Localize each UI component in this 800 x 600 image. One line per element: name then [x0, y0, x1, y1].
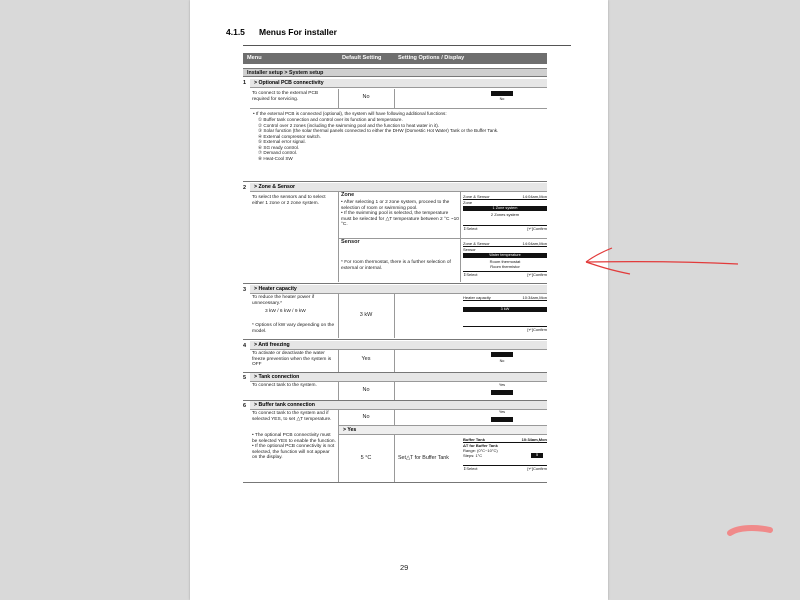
row-title: > Heater capacity — [250, 285, 547, 294]
screen-footer-select: ⇕Select — [463, 272, 478, 277]
row-title: > Zone & Sensor — [250, 183, 547, 192]
divider — [338, 410, 339, 482]
capacity-note: * Options of kW vary depending on the model. — [252, 323, 335, 334]
screen-title: Zone & Sensor — [463, 241, 490, 246]
screen-option: Room thermostat — [489, 259, 521, 264]
row-description: To select the sensors and to select either 1 zone or 2 zone system. — [252, 195, 326, 206]
divider — [338, 192, 339, 282]
row-number: 1 — [243, 80, 247, 86]
section-number: 4.1.5 — [226, 27, 245, 37]
option-yes: Yes — [491, 352, 513, 357]
divider — [338, 294, 339, 338]
band-installer-setup: Installer setup > System setup — [243, 68, 547, 77]
row-number: 4 — [243, 343, 247, 349]
option-no: No — [491, 417, 513, 422]
divider — [394, 410, 395, 482]
screen-time: 10:34am,Mon — [522, 295, 547, 300]
divider — [394, 350, 395, 372]
default-value: 3 kW — [359, 312, 373, 318]
screen-title: Heater capacity — [463, 295, 491, 300]
row-note: • If the optional PCB connectivity is not selected, the function will not appear on the display. — [252, 444, 335, 461]
screen-footer-select: ⇕Select — [463, 226, 478, 231]
default-value: No — [362, 414, 370, 420]
annotation-arrow-icon — [570, 240, 750, 280]
screen-selected-option: Water temperature — [463, 253, 547, 258]
screen-footer-confirm: [↵]Confirm — [527, 272, 547, 277]
divider — [338, 350, 339, 372]
row-title: > Tank connection — [250, 373, 547, 382]
col-header-default: Default Setting — [338, 53, 394, 64]
sub-default-value: 5 °C — [360, 455, 372, 461]
row-title: > Optional PCB connectivity — [250, 79, 547, 88]
option-no: No — [491, 390, 513, 395]
buffer-tank-screen — [463, 437, 547, 471]
sub-row-title: > Yes — [339, 426, 547, 435]
list-item: ③ Solar function (the solar thermal panels connected to either the DHW (Domestic Hot Water) Tank or the Buffer Tank. — [258, 128, 499, 133]
divider — [338, 382, 339, 400]
divider — [338, 238, 547, 239]
row-number: 2 — [243, 185, 247, 191]
row-title: > Anti freezing — [250, 341, 547, 350]
screen-value: 5 — [531, 453, 543, 458]
list-item: ④ External compressor switch. — [258, 133, 321, 139]
zone-note: • After selecting 1 or 2 zone system, proceed to the selection of room or swimming pool. — [341, 200, 450, 211]
row-number: 3 — [243, 287, 247, 293]
page-title: Menus For installer — [259, 27, 337, 37]
option-no: No — [499, 97, 505, 101]
screen-title: Zone & Sensor — [463, 194, 490, 199]
row-number: 5 — [243, 375, 247, 381]
screen-range: Range: (0°C~10°C) — [463, 448, 498, 453]
row-title: > Buffer tank connection — [250, 401, 547, 410]
capacity-values: 3 kW / 6 kW / 9 kW — [265, 309, 306, 314]
list-item: ⑧ Heat-Cool SW — [258, 155, 293, 161]
option-no: No — [499, 359, 505, 363]
function-list — [258, 117, 498, 161]
screen-footer-select: ⇕Select — [463, 466, 478, 471]
screen-time: 10:34am,Mon — [521, 437, 547, 442]
highlighter-mark-icon — [726, 522, 776, 542]
row-description: To activate or deactivate the water freeze prevention when the system is OFF — [252, 351, 332, 368]
row-number: 6 — [243, 403, 247, 409]
sub-setting-label: Set△T for Buffer Tank — [398, 455, 449, 461]
divider — [243, 283, 547, 284]
screen-selected-option: 3 kW — [463, 307, 547, 312]
sensor-screen — [463, 241, 547, 277]
sensor-note: * For room thermostat, there is a further selection of external or internal. — [341, 260, 451, 271]
row-notes — [252, 433, 336, 461]
screen-option: 2 Zones system — [490, 212, 520, 217]
heading-rule — [243, 45, 571, 46]
screen-footer-confirm: [↵]Confirm — [527, 466, 547, 471]
col-header-options: Setting Options / Display — [394, 53, 547, 64]
list-item: ② Control over 2 zones (including the swimming pool and the function to heat water in it). — [258, 122, 440, 128]
screen-subtitle: ΔT for Buffer Tank — [463, 443, 498, 448]
screen-subtitle: Sensor — [463, 247, 476, 252]
row-description: To connect to the external PCB required for servicing. — [252, 91, 319, 102]
row-description: To connect tank to the system and if selected YES, to set △T temperature. — [252, 411, 332, 422]
screen-time: 14:04am,Mon — [522, 241, 547, 246]
screen-footer-confirm: [↵]Confirm — [463, 326, 547, 332]
col-header-menu: Menu — [243, 53, 338, 64]
divider — [250, 108, 547, 109]
screen-time: 14:04am,Mon — [522, 194, 547, 199]
divider — [460, 192, 461, 282]
row-description: To connect tank to the system. — [252, 383, 317, 388]
divider — [243, 339, 547, 340]
zone-notes — [341, 200, 459, 228]
option-yes: Yes — [498, 383, 506, 387]
document-page — [190, 0, 608, 600]
sensor-label: Sensor — [341, 239, 360, 245]
divider — [243, 181, 547, 182]
screen-footer-confirm: [↵]Confirm — [527, 226, 547, 231]
default-value: Yes — [361, 356, 371, 362]
screen-selected-option: 1 Zone system — [463, 206, 547, 211]
list-item: ① Buffer tank connection and control over its function and temperature. — [258, 117, 403, 122]
divider — [394, 294, 395, 338]
option-yes: Yes — [491, 91, 513, 96]
row-note: • The optional PCB connectivity must be selected YES to enable the function. — [252, 433, 336, 444]
zone-screen — [463, 194, 547, 231]
divider — [394, 382, 395, 400]
screen-title: Buffer Tank — [463, 437, 485, 442]
screen-subtitle: Zone — [463, 200, 473, 205]
option-yes: Yes — [498, 410, 506, 414]
default-value: No — [362, 94, 370, 100]
screen-steps: Steps: 1°C — [463, 453, 483, 458]
default-value: No — [362, 387, 370, 393]
list-item: ⑤ External error signal. — [258, 139, 306, 144]
list-item: ⑥ SG ready control. — [258, 144, 300, 150]
divider — [243, 482, 547, 483]
row-note: • If the external PCB is connected (optional), the system will have following additional functions: — [253, 111, 447, 116]
row-description: To reduce the heater power if unnecessary.* — [252, 295, 315, 306]
zone-note: • If the swimming pool is selected, the temperature must be selected for △T temperature between 2 °C ~10 °C. — [341, 211, 459, 228]
zone-label: Zone — [341, 192, 355, 198]
list-item: ⑦ Demand control. — [258, 150, 298, 155]
page-number: 29 — [400, 563, 409, 572]
divider — [394, 89, 395, 108]
screen-option: Room thermistor — [490, 264, 520, 269]
heater-screen — [463, 295, 547, 332]
divider — [338, 89, 339, 108]
